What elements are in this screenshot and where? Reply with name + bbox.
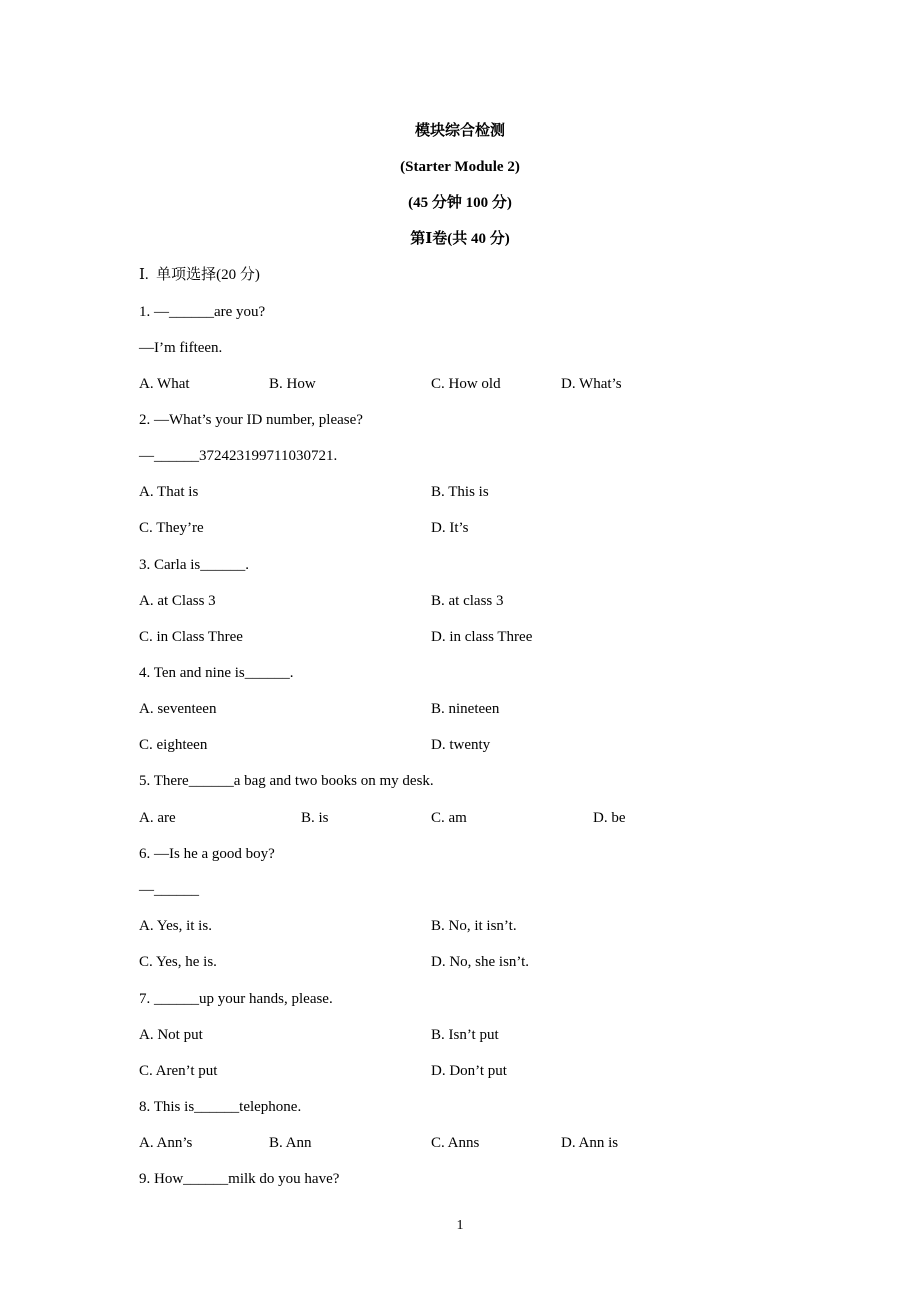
option-d: D. It’s xyxy=(431,520,469,536)
option-d: D. be xyxy=(593,810,626,826)
option-b: B. Ann xyxy=(269,1135,312,1151)
option-b: B. is xyxy=(301,810,329,826)
option-a: A. What xyxy=(139,376,190,392)
option-b: B. How xyxy=(269,376,316,392)
option-a: A. are xyxy=(139,810,176,826)
option-d: D. twenty xyxy=(431,737,491,753)
option-d: D. What’s xyxy=(561,376,622,392)
option-c: C. Anns xyxy=(431,1135,480,1151)
option-c: C. Aren’t put xyxy=(139,1063,218,1079)
question-stem: 9. How______milk do you have? xyxy=(139,1171,340,1187)
option-d: D. Don’t put xyxy=(431,1063,507,1079)
option-a: A. That is xyxy=(139,484,199,500)
option-c: C. Yes, he is. xyxy=(139,954,217,970)
document-title: 模块综合检测 xyxy=(414,123,505,139)
question-stem: 5. There______a bag and two books on my desk. xyxy=(139,773,434,789)
question-stem: 2. —What’s your ID number, please? xyxy=(139,412,363,428)
question-stem: 8. This is______telephone. xyxy=(139,1099,302,1115)
option-d: D. in class Three xyxy=(431,629,533,645)
option-d: D. No, she isn’t. xyxy=(431,954,530,970)
section-heading: Ⅰ. 单项选择(20 分) xyxy=(139,267,260,283)
option-b: B. This is xyxy=(431,484,489,500)
question-answer-line: —I’m fifteen. xyxy=(139,340,223,356)
question-answer-line: —______372423199711030721. xyxy=(139,448,338,464)
option-a: A. at Class 3 xyxy=(139,593,216,609)
question-stem: 6. —Is he a good boy? xyxy=(139,846,275,862)
option-c: C. eighteen xyxy=(139,737,208,753)
option-a: A. Yes, it is. xyxy=(139,918,212,934)
option-a: A. Ann’s xyxy=(139,1135,193,1151)
option-b: B. No, it isn’t. xyxy=(431,918,517,934)
option-c: C. They’re xyxy=(139,520,204,536)
question-stem: 7. ______up your hands, please. xyxy=(139,991,333,1007)
option-c: C. am xyxy=(431,810,467,826)
option-c: C. in Class Three xyxy=(139,629,243,645)
option-a: A. seventeen xyxy=(139,701,217,717)
option-b: B. at class 3 xyxy=(431,593,504,609)
page-number: 1 xyxy=(456,1218,464,1233)
question-answer-line: —______ xyxy=(139,882,199,898)
option-b: B. nineteen xyxy=(431,701,500,717)
question-stem: 3. Carla is______. xyxy=(139,557,249,573)
question-stem: 4. Ten and nine is______. xyxy=(139,665,294,681)
volume-heading: 第Ⅰ卷(共 40 分) xyxy=(410,231,510,247)
document-subtitle: (Starter Module 2) xyxy=(400,159,520,175)
option-d: D. Ann is xyxy=(561,1135,619,1151)
option-b: B. Isn’t put xyxy=(431,1027,499,1043)
question-stem: 1. —______are you? xyxy=(139,304,266,320)
time-score-info: (45 分钟 100 分) xyxy=(408,195,512,211)
option-a: A. Not put xyxy=(139,1027,203,1043)
option-c: C. How old xyxy=(431,376,501,392)
